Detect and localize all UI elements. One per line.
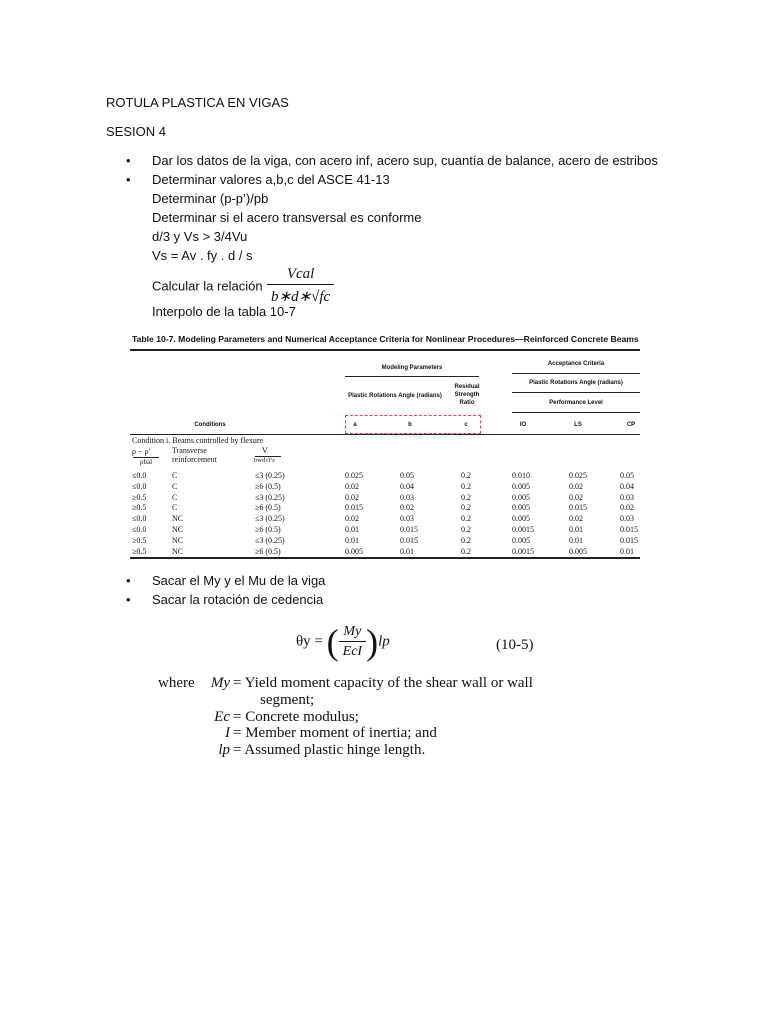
cell-a: 0.02	[345, 492, 359, 502]
bullet-dot: •	[126, 172, 131, 187]
bullet-yield-rotation: Sacar la rotación de cedencia	[152, 592, 324, 607]
rule	[512, 412, 640, 413]
cell-a: 0.02	[345, 481, 359, 491]
cell-transverse: C	[172, 471, 178, 480]
cell-v: ≥6 (0.5)	[255, 503, 281, 513]
step-line: Determinar si el acero transversal es conforme	[152, 210, 422, 225]
bullet-my-mu: Sacar el My y el Mu de la viga	[152, 573, 326, 588]
cell-ls: 0.02	[569, 492, 583, 502]
table-bottom-rule	[130, 557, 640, 559]
cell-a: 0.01	[345, 525, 359, 534]
cell-ls: 0.02	[569, 481, 583, 491]
def-text: = Yield moment capacity of the shear wall or wall	[233, 675, 533, 691]
def-text: = Concrete modulus;	[233, 709, 359, 725]
cell-v: ≤3 (0.25)	[255, 514, 285, 524]
cell-c: 0.2	[461, 546, 471, 556]
left-paren: (	[326, 622, 339, 662]
bullet-determine-abc: Determinar valores a,b,c del ASCE 41-13	[152, 172, 390, 187]
def-symbol: lp	[218, 742, 230, 758]
cell-a: 0.01	[345, 535, 359, 545]
cell-c: 0.2	[461, 471, 471, 480]
col-a: a	[353, 422, 357, 428]
header-plastic-rot: Plastic Rotations Angle (radians)	[348, 393, 442, 399]
cell-c: 0.2	[461, 514, 471, 524]
cell-c: 0.2	[461, 525, 471, 534]
def-symbol: I	[225, 725, 230, 741]
cell-c: 0.2	[461, 535, 471, 545]
col-io: IO	[519, 422, 527, 428]
cell-b: 0.03	[400, 514, 414, 524]
session-label: SESION 4	[106, 124, 166, 139]
cell-c: 0.2	[461, 481, 471, 491]
sub-vden: bwd√f′c	[254, 457, 276, 464]
rule	[512, 392, 640, 393]
equation-10-5	[296, 624, 390, 660]
step-line: Determinar (p-p’)/pb	[152, 191, 269, 206]
sub-v: V	[262, 446, 268, 455]
cell-io: 0.010	[512, 471, 530, 480]
rule	[512, 373, 640, 374]
header-conditions: Conditions	[194, 422, 226, 428]
cell-v: ≥6 (0.5)	[255, 481, 281, 491]
def-text: = Assumed plastic hinge length.	[233, 742, 426, 758]
cell-rho: ≥0.5	[132, 535, 147, 545]
cell-io: 0.0015	[512, 546, 534, 556]
cell-cp: 0.05	[620, 471, 634, 480]
bullet-data-input: Dar los datos de la viga, con acero inf, acero sup, cuantía de balance, acero de estribos	[152, 153, 658, 168]
col-ls: LS	[574, 422, 582, 428]
cell-a: 0.025	[345, 471, 363, 480]
cell-io: 0.005	[512, 492, 530, 502]
ratio-numerator: Vcal	[267, 266, 334, 285]
cell-cp: 0.015	[620, 535, 638, 545]
cell-c: 0.2	[461, 503, 471, 513]
cell-ls: 0.01	[569, 525, 583, 534]
cell-b: 0.015	[400, 525, 418, 534]
document-title: ROTULA PLASTICA EN VIGAS	[106, 95, 289, 110]
cell-io: 0.005	[512, 503, 530, 513]
def-symbol: Ec	[214, 709, 230, 725]
cell-b: 0.015	[400, 535, 418, 545]
cell-rho: ≥0.5	[132, 546, 147, 556]
ratio-formula	[152, 266, 334, 306]
cell-v: ≤3 (0.25)	[255, 492, 285, 502]
cell-rho: ≤0.0	[132, 525, 147, 534]
equation-denominator: EcI	[342, 644, 363, 659]
cell-b: 0.01	[400, 546, 414, 556]
sub-rhobal: ρbal	[140, 458, 153, 466]
cell-c: 0.2	[461, 492, 471, 502]
cell-ls: 0.02	[569, 514, 583, 524]
ratio-denominator: b∗d∗√fc	[271, 289, 331, 305]
cell-transverse: C	[172, 503, 178, 513]
cell-transverse: NC	[172, 514, 184, 524]
ratio-label: Calcular la relación	[152, 278, 263, 294]
cell-transverse: NC	[172, 525, 184, 534]
cell-a: 0.015	[345, 503, 363, 513]
cell-cp: 0.01	[620, 546, 634, 556]
sub-transverse: Transverse reinforcement	[172, 446, 217, 464]
bullet-dot: •	[126, 592, 131, 607]
cell-rho: ≤0.0	[132, 471, 147, 480]
cell-cp: 0.04	[620, 481, 634, 491]
header-modeling-params: Modeling Parameters	[381, 365, 443, 371]
cell-rho: ≥0.5	[132, 503, 147, 513]
def-text: = Member moment of inertia; and	[233, 725, 437, 741]
cell-cp: 0.02	[620, 503, 634, 513]
cell-cp: 0.015	[620, 525, 638, 534]
cell-b: 0.05	[400, 471, 414, 480]
cell-b: 0.03	[400, 492, 414, 502]
cell-v: ≥6 (0.5)	[255, 525, 281, 534]
cell-ls: 0.01	[569, 535, 583, 545]
cell-a: 0.02	[345, 514, 359, 524]
interpolation-line: Interpolo de la tabla 10-7	[152, 304, 296, 319]
equation-numerator: My	[339, 624, 366, 642]
cell-io: 0.0015	[512, 525, 534, 534]
cell-ls: 0.015	[569, 503, 587, 513]
header-perf-level: Performance Level	[549, 400, 603, 406]
where-label: where	[158, 675, 195, 691]
col-cp: CP	[626, 422, 636, 428]
cell-v: ≤3 (0.25)	[255, 535, 285, 545]
bullet-dot: •	[126, 573, 131, 588]
table-top-rule	[130, 349, 640, 351]
col-b: b	[408, 422, 412, 428]
step-line: Vs = Av . fy . d / s	[152, 248, 253, 263]
right-paren: )	[366, 622, 379, 662]
cell-io: 0.005	[512, 481, 530, 491]
cell-v: ≤3 (0.25)	[255, 471, 285, 480]
cell-b: 0.04	[400, 481, 414, 491]
def-text-cont: segment;	[260, 692, 315, 708]
cell-io: 0.005	[512, 514, 530, 524]
cell-a: 0.005	[345, 546, 363, 556]
cell-b: 0.02	[400, 503, 414, 513]
equation-number: (10-5)	[496, 637, 534, 653]
rule	[345, 376, 479, 377]
sub-rho: ρ − ρ′	[132, 447, 151, 456]
cell-ls: 0.005	[569, 546, 587, 556]
equation-tail: lp	[378, 633, 390, 650]
cell-cp: 0.03	[620, 514, 634, 524]
condition-i: Condition i. Beams controlled by flexure	[132, 436, 264, 445]
cell-transverse: C	[172, 481, 178, 491]
cell-transverse: C	[172, 492, 178, 502]
header-residual: Residual Strength Ratio	[454, 384, 480, 406]
cell-transverse: NC	[172, 546, 184, 556]
cell-io: 0.005	[512, 535, 530, 545]
cell-transverse: NC	[172, 535, 184, 545]
table-title: Table 10-7. Modeling Parameters and Numerical Acceptance Criteria for Nonlinear Procedures—Reinforced Concrete Beams	[132, 334, 639, 344]
def-symbol: My	[210, 675, 230, 691]
col-c: c	[464, 422, 468, 428]
cell-rho: ≥0.5	[132, 492, 147, 502]
cell-ls: 0.025	[569, 471, 587, 480]
header-acceptance: Acceptance Criteria	[547, 361, 605, 367]
cell-rho: ≤0.0	[132, 514, 147, 524]
equation-fraction	[339, 624, 366, 660]
cell-v: ≥6 (0.5)	[255, 546, 281, 556]
cell-cp: 0.03	[620, 492, 634, 502]
equation-lhs: θy =	[296, 633, 323, 650]
rule	[130, 434, 640, 435]
bullet-dot: •	[126, 153, 131, 168]
cell-rho: ≤0.0	[132, 481, 147, 491]
header-plastic-rot-accept: Plastic Rotations Angle (radians)	[529, 380, 623, 386]
step-line: d/3 y Vs > 3/4Vu	[152, 229, 248, 244]
ratio-fraction	[267, 266, 334, 306]
